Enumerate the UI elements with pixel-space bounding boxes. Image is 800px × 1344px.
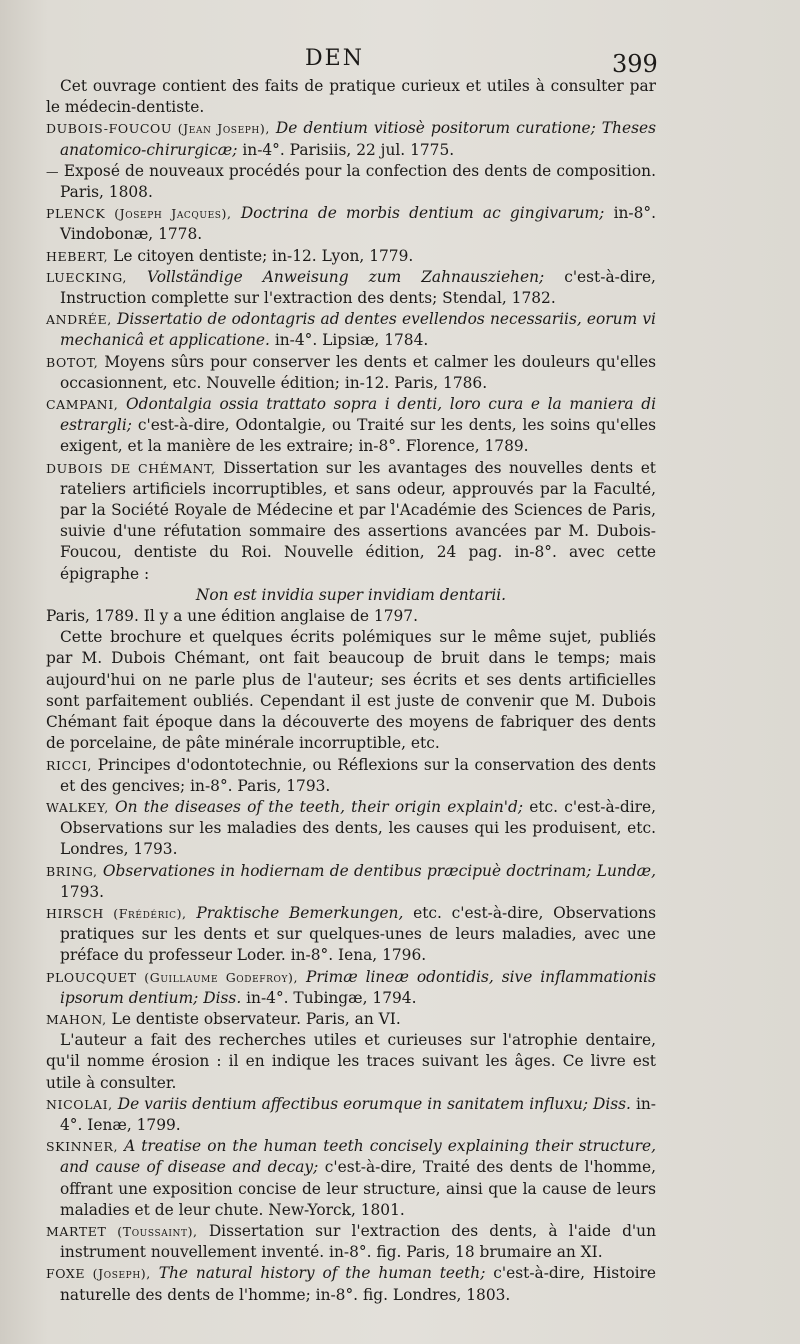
entry-author: SKINNER, bbox=[46, 1139, 119, 1155]
bibliography-entry bbox=[46, 309, 656, 351]
entry-title: Observationes in hodiernam de dentibus præcipuè doctrinam; Lundæ, bbox=[102, 861, 656, 880]
bibliography-entry bbox=[46, 967, 656, 1009]
entry-title: De dentium vitiosè positorum curatione; Theses anatomico-chirurgicæ; bbox=[60, 119, 656, 159]
entry-title: A treatise on the human teeth concisely explaining their structure, and cause of disease and decay; bbox=[60, 1137, 656, 1177]
bibliography-entry bbox=[46, 755, 656, 797]
entry-author: BOTOT, bbox=[46, 354, 99, 370]
bibliography-entry bbox=[46, 161, 656, 203]
entry-rest: 1793. bbox=[60, 882, 105, 901]
entry-title: Odontalgia ossia trattato sopra i denti, loro cura e la maniera di estrargli; bbox=[60, 395, 656, 435]
entry-author: PLOUCQUET (Guillaume Godefroy), bbox=[46, 969, 299, 985]
bibliography-entry bbox=[46, 394, 656, 458]
entry-rest: c'est-à-dire, Odontalgie, ou Traité sur les dents, les soins qu'elles exigent, et la manière de les extraire; in-8°. Florence, 1789. bbox=[60, 416, 656, 456]
entry-author: ANDRÉE, bbox=[46, 312, 112, 328]
entry-author: HEBERT, bbox=[46, 248, 109, 264]
entry-body: Le dentiste observateur. Paris, an VI. bbox=[111, 1009, 401, 1028]
entry-body: Cette brochure et quelques écrits polémiques sur le même sujet, publiés par M. Dubois Chémant, ont fait beaucoup de bruit dans le temps; mais aujourd'hui on ne parle plus de l'auteur; ses écrits et ses dents artificielles sont parfaitement oubliés. Cependant il est juste de convenir que M. Dubois Chémant fait époque dans la découverte des moyens de fabriquer des dents de porcelaine, de pâte minérale incorruptible, etc. bbox=[46, 628, 656, 753]
bibliography-entry bbox=[46, 1094, 656, 1136]
entry-author: NICOLAI, bbox=[46, 1096, 113, 1112]
entry-title: Doctrina de morbis dentium ac gingivarum; bbox=[240, 204, 605, 223]
epigraph bbox=[46, 585, 656, 606]
entry-author: — bbox=[46, 163, 64, 179]
bibliography-entry bbox=[46, 203, 656, 245]
entry-body: Paris, 1789. Il y a une édition anglaise de 1797. bbox=[46, 607, 418, 626]
entry-author: DUBOIS DE CHÉMANT, bbox=[46, 460, 216, 476]
entry-title: The natural history of the human teeth; bbox=[158, 1264, 486, 1283]
commentary-paragraph bbox=[46, 606, 656, 627]
entry-author: MAHON, bbox=[46, 1011, 107, 1027]
entry-title: On the diseases of the teeth, their origin explain'd; bbox=[115, 797, 524, 816]
entry-author: BRING, bbox=[46, 863, 98, 879]
entry-rest: c'est-à-dire, Histoire naturelle des dents de l'homme; in-8°. fig. Londres, 1803. bbox=[60, 1264, 656, 1304]
entry-rest: in-8°. Vindobonæ, 1778. bbox=[60, 204, 656, 244]
bibliography-entry bbox=[46, 267, 656, 309]
bibliography-entry bbox=[46, 1221, 656, 1263]
bibliography-entry bbox=[46, 861, 656, 903]
entry-body: Le citoyen dentiste; in-12. Lyon, 1779. bbox=[113, 246, 414, 265]
bibliography-entry bbox=[46, 352, 656, 394]
entry-body: Principes d'odontotechnie, ou Réflexions sur la conservation des dents et des gencives; in-8°. Paris, 1793. bbox=[60, 755, 656, 795]
entry-rest: etc. c'est-à-dire, Observations pratiques sur les dents et sur quelques-unes de leurs maladies, avec une préface du professeur Loder. in-8°. Iena, 1796. bbox=[60, 903, 656, 965]
entry-author: DUBOIS-FOUCOU (Jean Joseph), bbox=[46, 121, 270, 137]
bibliography-entry bbox=[46, 458, 656, 585]
commentary-paragraph bbox=[46, 1030, 656, 1094]
entry-body: L'auteur a fait des recherches utiles et curieuses sur l'atrophie dentaire, qu'il nomme érosion : il en indique les traces suivant les âges. Ce livre est utile à consulter. bbox=[46, 1031, 656, 1092]
running-head: DEN bbox=[305, 46, 364, 71]
entry-author: HIRSCH (Frédéric), bbox=[46, 905, 187, 921]
entry-title: Primæ lineæ odontidis, sive inflammationis ipsorum dentium; Diss. bbox=[60, 967, 656, 1007]
entry-rest: c'est-à-dire, Instruction complette sur l'extraction des dents; Stendal, 1782. bbox=[60, 267, 656, 308]
entry-rest: in-4°. Lipsiæ, 1784. bbox=[274, 331, 429, 350]
bibliography-text bbox=[46, 76, 656, 1306]
entry-author: LUECKING, bbox=[46, 269, 127, 285]
commentary-paragraph bbox=[46, 76, 656, 118]
entry-author: FOXE (Joseph), bbox=[46, 1266, 151, 1282]
entry-body: Dissertation sur les avantages des nouvelles dents et rateliers artificiels incorruptibles, et sans odeur, approuvés par la Faculté, par la Société Royale de Médecine et par l'Académie des Sciences de Paris, suivie d'une réfutation sommaire des assertions avancées par M. Dubois-Foucou, dentiste du Roi. Nouvelle édition, 24 pag. in-8°. avec cette épigraphe : bbox=[60, 458, 656, 583]
entry-title: Dissertatio de odontagris ad dentes evellendos necessariis, eorum vi mechanicâ et applicatione. bbox=[60, 310, 656, 350]
entry-rest: in-4°. Ienæ, 1799. bbox=[60, 1094, 656, 1134]
entry-rest: c'est-à-dire, Traité des dents de l'homme, offrant une exposition concise de leur structure, ainsi que la cause de leurs maladies et de leur chute. New-Yorck, 1801. bbox=[60, 1158, 656, 1219]
bibliography-entry bbox=[46, 118, 656, 160]
bibliography-entry bbox=[46, 246, 656, 267]
entry-body: Moyens sûrs pour conserver les dents et calmer les douleurs qu'elles occasionnent, etc. Nouvelle édition; in-12. Paris, 1786. bbox=[60, 352, 656, 392]
entry-title: De variis dentium affectibus eorumque in sanitatem influxu; Diss. bbox=[117, 1094, 631, 1113]
bibliography-entry bbox=[46, 1136, 656, 1221]
entry-rest: etc. c'est-à-dire, Observations sur les maladies des dents, les causes qui les produisent, etc. Londres, 1793. bbox=[60, 797, 656, 859]
entry-body: Exposé de nouveaux procédés pour la confection des dents de composition. Paris, 1808. bbox=[60, 161, 656, 202]
entry-rest: in-4°. Tubingæ, 1794. bbox=[246, 988, 417, 1007]
entry-author: RICCI, bbox=[46, 757, 92, 773]
entry-author: WALKEY, bbox=[46, 799, 109, 815]
entry-title: Praktische Bemerkungen, bbox=[196, 903, 404, 922]
bibliography-entry bbox=[46, 1009, 656, 1030]
entry-body: Dissertation sur l'extraction des dents, à l'aide d'un instrument nouvellement inventé. in-8°. fig. Paris, 18 brumaire an XI. bbox=[60, 1221, 656, 1262]
bibliography-entry bbox=[46, 1263, 656, 1305]
entry-author: PLENCK (Joseph Jacques), bbox=[46, 206, 232, 222]
entry-title: Vollständige Anweisung zum Zahnausziehen; bbox=[147, 267, 545, 286]
entry-title: Non est invidia super invidiam dentarii. bbox=[195, 585, 507, 604]
bibliography-entry bbox=[46, 903, 656, 967]
commentary-paragraph bbox=[46, 627, 656, 754]
entry-author: MARTET (Toussaint), bbox=[46, 1223, 198, 1239]
bibliography-entry bbox=[46, 797, 656, 861]
entry-author: CAMPANI, bbox=[46, 397, 119, 413]
entry-rest: in-4°. Parisiis, 22 jul. 1775. bbox=[242, 140, 455, 159]
entry-body: Cet ouvrage contient des faits de pratique curieux et utiles à consulter par le médecin-dentiste. bbox=[46, 77, 656, 117]
page-number: 399 bbox=[612, 50, 658, 78]
